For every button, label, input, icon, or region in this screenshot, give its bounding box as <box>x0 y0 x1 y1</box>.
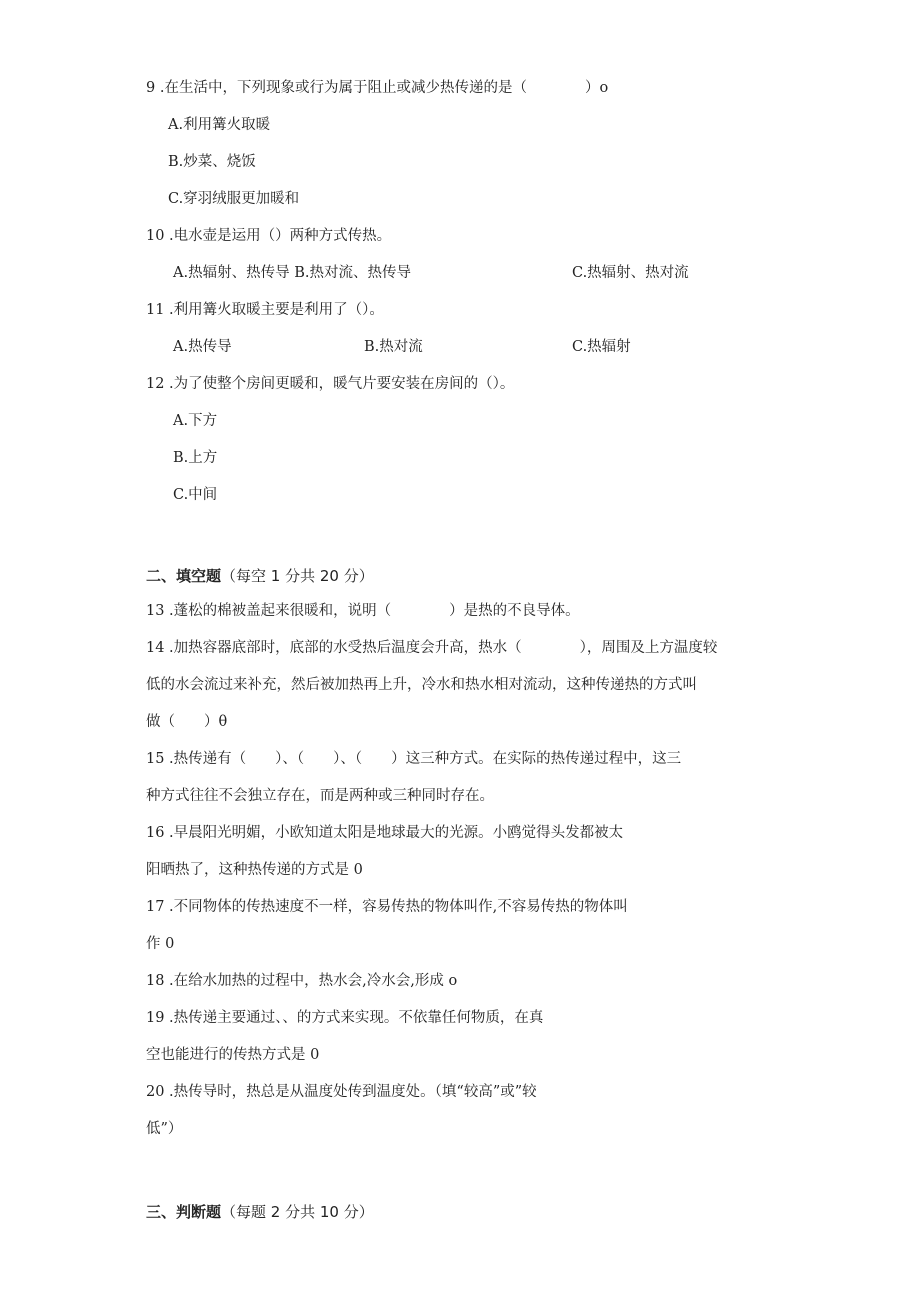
text-line: C.热辐射 <box>572 339 631 355</box>
text-line: 12 .为了使整个房间更暖和，暖气片要安装在房间的（）。 <box>146 376 515 392</box>
text-line: 低”） <box>146 1121 183 1137</box>
text-line: B.炒菜、烧饭 <box>168 154 256 170</box>
text-line: 种方式往往不会独立存在，而是两种或三种同时存在。 <box>146 788 494 804</box>
text-line: 9 .在生活中，下列现象或行为属于阻止或减少热传递的是（ ）o <box>146 80 609 96</box>
text-line: 11 .利用篝火取暖主要是利用了（）。 <box>146 302 384 318</box>
text-line: C.热辐射、热对流 <box>572 265 689 281</box>
section-title: 三、判断题 <box>146 1203 222 1221</box>
text-line: 做（ ）θ <box>146 714 228 730</box>
text-line: 17 .不同物体的传热速度不一样，容易传热的物体叫作,不容易传热的物体叫 <box>146 899 628 915</box>
text-line: 空也能进行的传热方式是 0 <box>146 1047 320 1063</box>
text-line: B.上方 <box>173 450 218 466</box>
text-line: 20 .热传导时，热总是从温度处传到温度处。（填“较高”或”较 <box>146 1084 537 1100</box>
text-line: B.热对流 <box>364 339 423 355</box>
text-line: 19 .热传递主要通过、、的方式来实现。不依靠任何物质，在真 <box>146 1010 544 1026</box>
text-line: C.中间 <box>173 487 218 503</box>
section-score-note: （每题 2 分共 10 分） <box>221 1203 374 1221</box>
text-line: A.热传导 <box>173 339 232 355</box>
text-line: C.穿羽绒服更加暖和 <box>168 191 300 207</box>
text-line: 低的水会流过来补充，然后被加热再上升，冷水和热水相对流动，这种传递热的方式叫 <box>146 677 697 693</box>
text-line: A.下方 <box>173 413 218 429</box>
text-line: 18 .在给水加热的过程中，热水会,冷水会,形成 o <box>146 973 458 989</box>
section-heading <box>146 566 374 586</box>
text-line: A.热辐射、热传导 B.热对流、热传导 <box>173 265 411 281</box>
text-line: 13 .蓬松的棉被盖起来很暖和，说明（ ）是热的不良导体。 <box>146 603 580 619</box>
text-line: 10 .电水壶是运用（）两种方式传热。 <box>146 228 392 244</box>
text-line: 14 .加热容器底部时，底部的水受热后温度会升高，热水（ ），周围及上方温度较 <box>146 640 718 656</box>
section-score-note: （每空 1 分共 20 分） <box>221 567 374 585</box>
section-title: 二、填空题 <box>146 567 222 585</box>
text-line: 阳晒热了，这种热传递的方式是 0 <box>146 862 363 878</box>
section-heading <box>146 1202 374 1222</box>
text-line: 作 0 <box>146 936 175 952</box>
text-line: 15 .热传递有（ ）、（ ）、（ ）这三种方式。在实际的热传递过程中，这三 <box>146 751 682 767</box>
text-line: 16 .早晨阳光明媚，小欧知道太阳是地球最大的光源。小鸥觉得头发都被太 <box>146 825 624 841</box>
text-line: A.利用篝火取暖 <box>168 117 271 133</box>
